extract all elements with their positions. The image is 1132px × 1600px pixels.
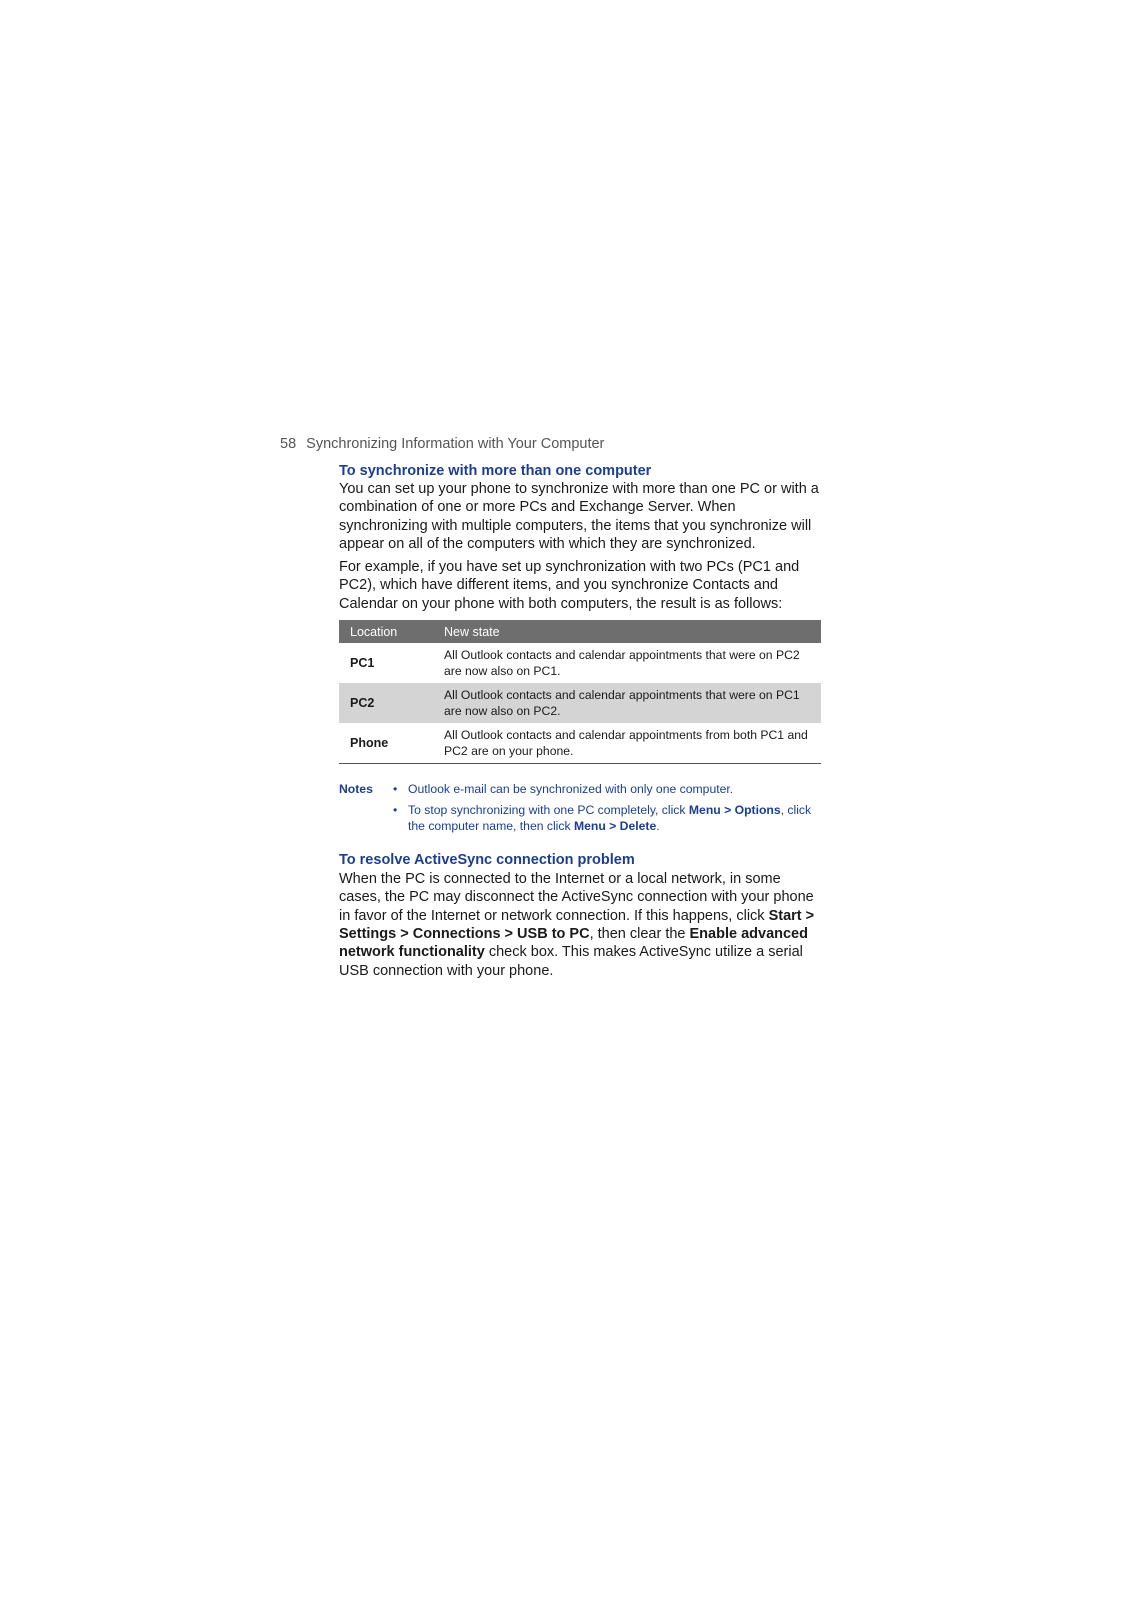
page-number: 58 (280, 436, 297, 452)
table-row (339, 683, 821, 723)
column-header-location: Location (339, 620, 433, 643)
note-text: . (656, 819, 660, 834)
running-head-title: Synchronizing Information with Your Computer (306, 436, 605, 452)
menu-path-options: Menu > Options (688, 803, 781, 818)
settings-path: Start > Settings > Connections > USB to PC (339, 907, 815, 942)
table-row (339, 723, 821, 764)
activesync-paragraph (339, 870, 821, 980)
option-name: Enable advanced network functionality (339, 925, 808, 961)
location-cell: Phone (339, 723, 433, 764)
note-item (393, 802, 821, 834)
notes-list (393, 781, 821, 839)
section-heading-activesync: To resolve ActiveSync connection problem (339, 852, 635, 869)
note-item (393, 781, 821, 797)
paragraph-text: , then clear the (589, 925, 690, 942)
state-cell: All Outlook contacts and calendar appointments from both PC1 and PC2 are on your phone. (433, 723, 821, 764)
location-cell: PC2 (339, 683, 433, 723)
note-text: To stop synchronizing with one PC completely, click (408, 803, 689, 818)
state-cell: All Outlook contacts and calendar appointments that were on PC1 are now also on PC2. (433, 683, 821, 723)
column-header-new-state: New state (433, 620, 821, 643)
notes-label: Notes (339, 782, 373, 797)
intro-paragraph: You can set up your phone to synchronize with more than one PC or with a combination of one or more PCs and Exchange Server. When synchronizing with multiple computers, the items that you synchronize will appear on all of the computers with which they are synchronized. (339, 481, 819, 552)
state-cell: All Outlook contacts and calendar appointments that were on PC2 are now also on PC1. (444, 648, 800, 679)
paragraph-text: check box. This makes ActiveSync utilize a serial USB connection with your phone. (339, 944, 803, 979)
example-paragraph: For example, if you have set up synchronization with two PCs (PC1 and PC2), which have different items, and you synchronize Contacts and Calendar on your phone with both computers, the result is as follows: (339, 559, 800, 612)
menu-path-delete: Menu > Delete (573, 819, 657, 834)
running-head (280, 436, 604, 452)
section-heading-multi-computer: To synchronize with more than one computer (339, 463, 652, 479)
note-text: , click the computer name, then click (408, 803, 812, 834)
notes-block (339, 781, 821, 839)
note-text: Outlook e-mail can be synchronized with only one computer. (408, 782, 734, 797)
paragraph-text: When the PC is connected to the Internet or a local network, in some cases, the PC may disconnect the ActiveSync connection with your phone in favor of the Internet or network connection. If this happens, click (339, 871, 814, 924)
sync-result-table (339, 620, 821, 764)
location-cell: PC1 (350, 656, 375, 671)
table-header-row (339, 620, 821, 643)
table-row (339, 643, 821, 683)
page-content (339, 462, 821, 980)
